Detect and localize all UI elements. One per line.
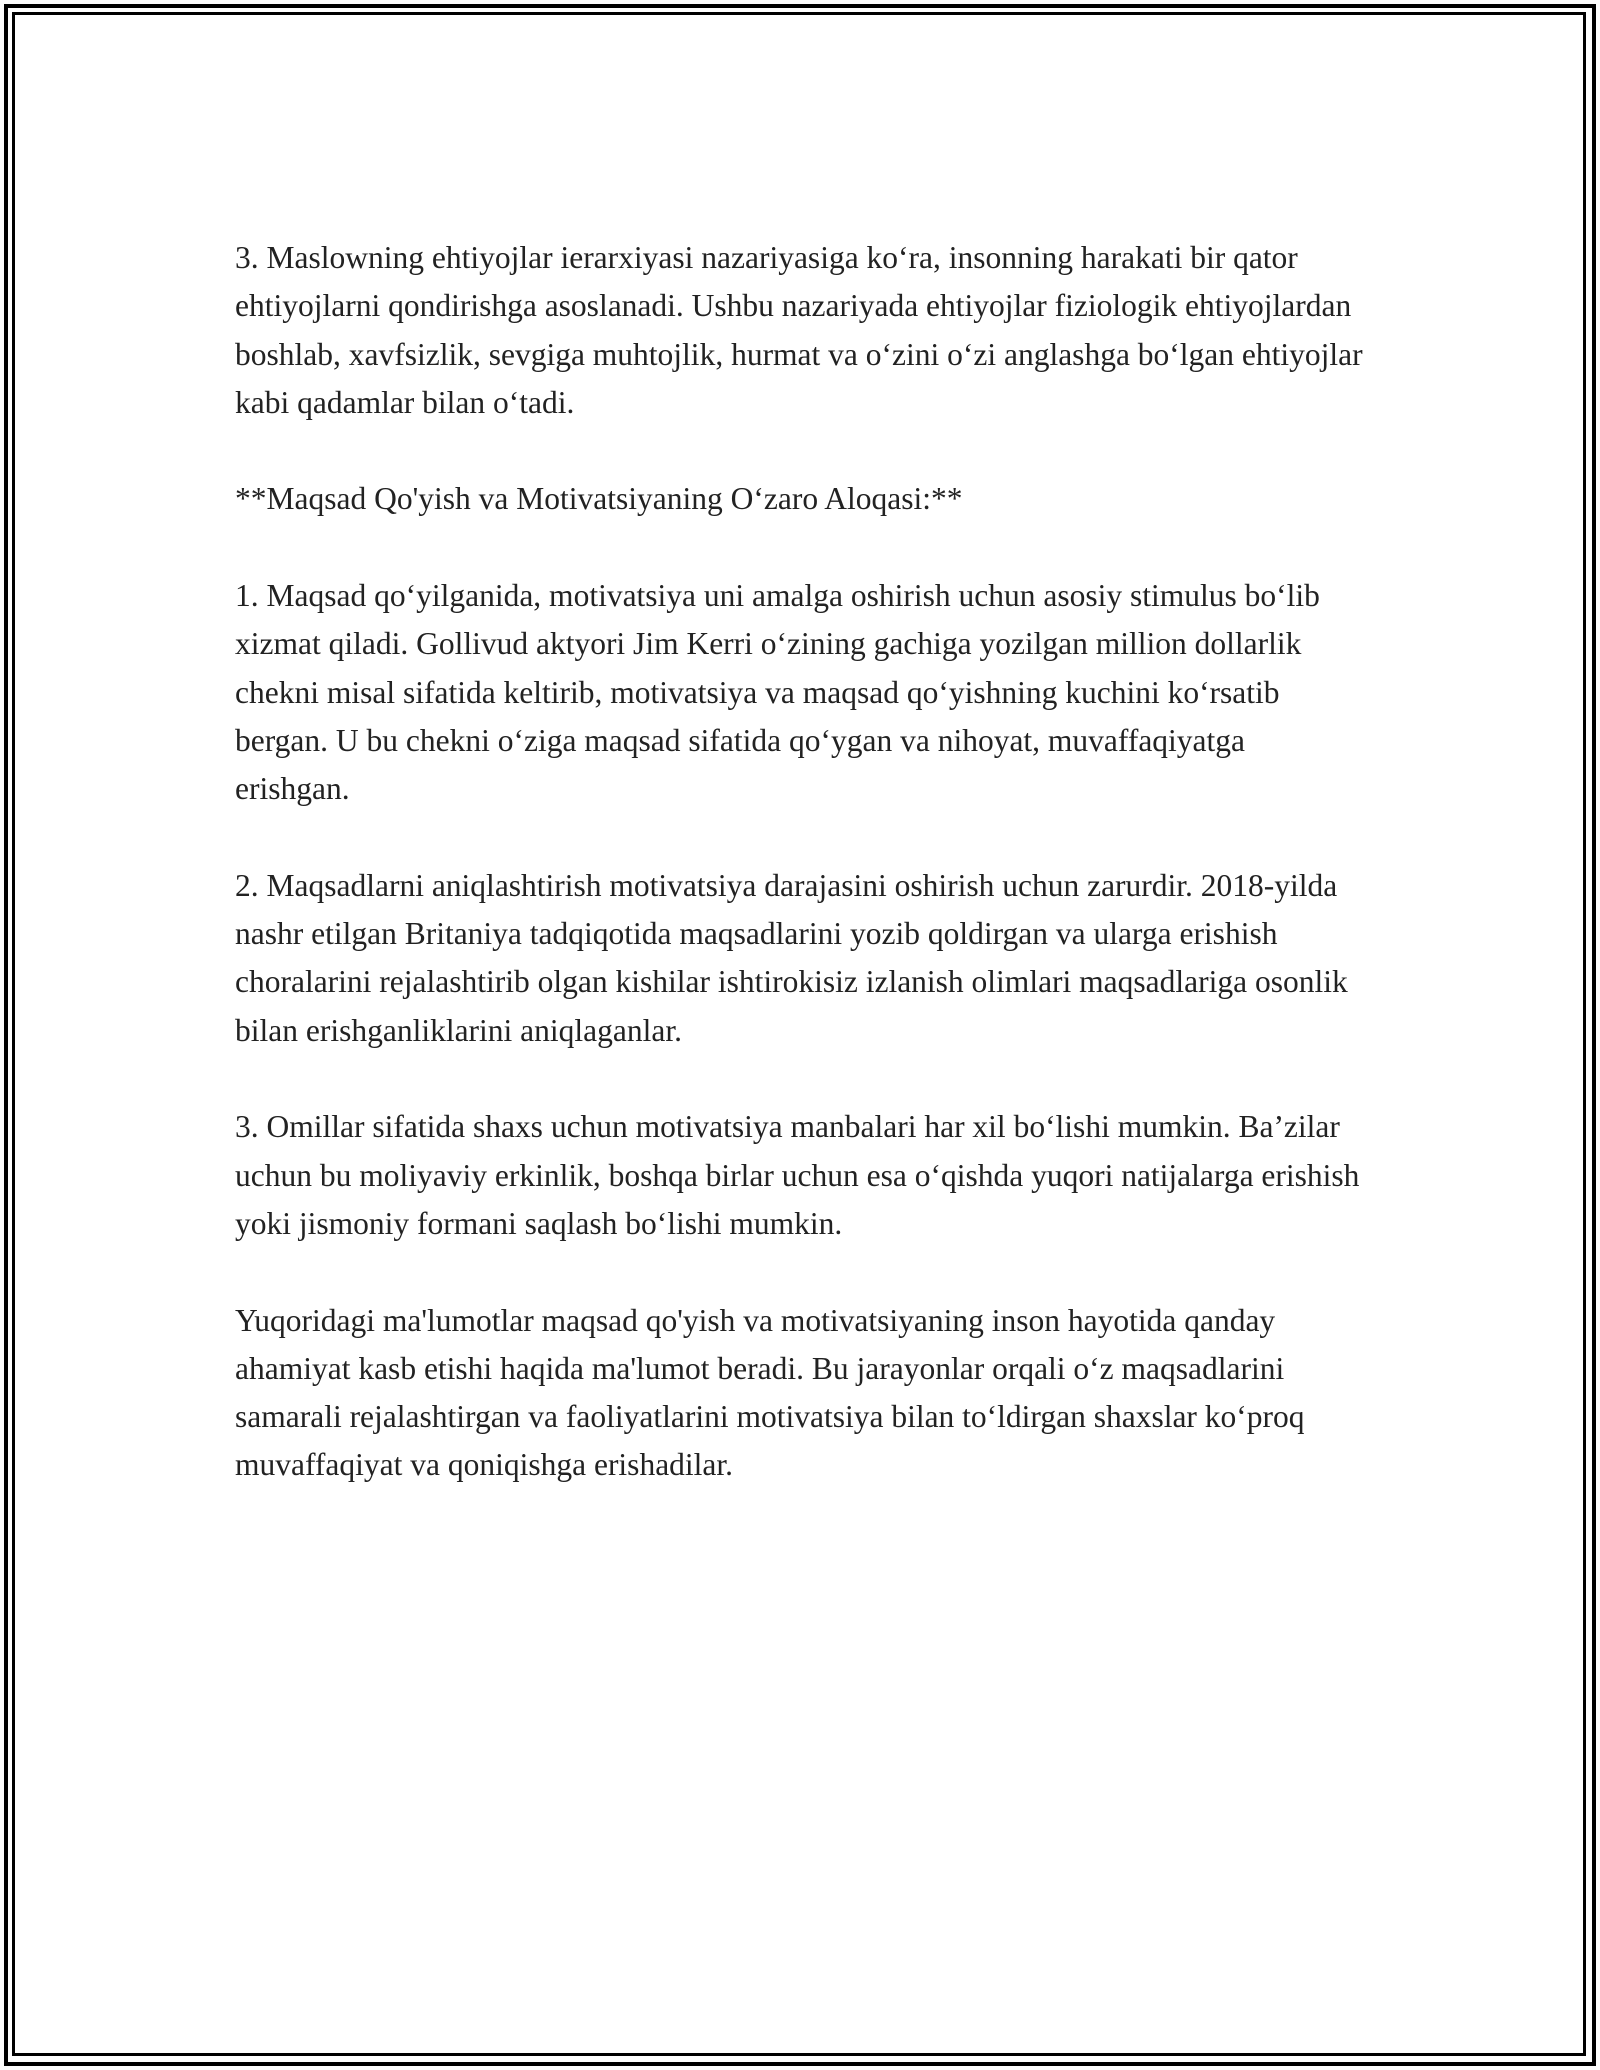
paragraph-motivation-sources: 3. Omillar sifatida shaxs uchun motivatsiya manbalari har xil bo‘lishi mumkin. Ba’zilar uchun bu moliyaviy erkinlik, boshqa birlar uchun esa o‘qishda yuqori natijalarga erishish yoki jismoniy formani saqlash bo‘lishi mumkin.: [235, 1109, 1360, 1241]
paragraph-clarifying-goals: 2. Maqsadlarni aniqlashtirish motivatsiya darajasini oshirish uchun zarurdir. 2018-yilda nashr etilgan Britaniya tadqiqotida maqsadlarini yozib qoldirgan va ularga erishish choralarini rejalashtirib olgan kishilar ishtirokisiz izlanish olimlari maqsadlariga osonlik bilan erishganliklarini aniqlaganlar.: [235, 867, 1348, 1048]
section-heading: **Maqsad Qo'yish va Motivatsiyaning O‘zaro Aloqasi:**: [235, 481, 963, 517]
paragraph-conclusion: Yuqoridagi ma'lumotlar maqsad qo'yish va motivatsiyaning inson hayotida qanday ahamiyat kasb etishi haqida ma'lumot beradi. Bu jarayonlar orqali o‘z maqsadlarini samarali rejalashtirgan va faoliyatlarini motivatsiya bilan to‘ldirgan shaxslar ko‘proq muvaffaqiyat va qoniqishga erishadilar.: [235, 1302, 1305, 1483]
paragraph-goal-motivation: 1. Maqsad qo‘yilganida, motivatsiya uni amalga oshirish uchun asosiy stimulus bo‘lib xizmat qiladi. Gollivud aktyori Jim Kerri o‘zining gachiga yozilgan million dollarlik chekni misal sifatida keltirib, motivatsiya va maqsad qo‘yishning kuchini ko‘rsatib bergan. U bu chekni o‘ziga maqsad sifatida qo‘ygan va nihoyat, muvaffaqiyatga erishgan.: [235, 578, 1320, 807]
paragraph-maslow-hierarchy: 3. Maslowning ehtiyojlar ierarxiyasi nazariyasiga ko‘ra, insonning harakati bir qator ehtiyojlarni qondirishga asoslanadi. Ushbu nazariyada ehtiyojlar fiziologik ehtiyojlardan boshlab, xavfsizlik, sevgiga muhtojlik, hurmat va o‘zini o‘zi anglashga bo‘lgan ehtiyojlar kabi qadamlar bilan o‘tadi.: [235, 240, 1363, 420]
document-body: [235, 234, 1365, 1490]
